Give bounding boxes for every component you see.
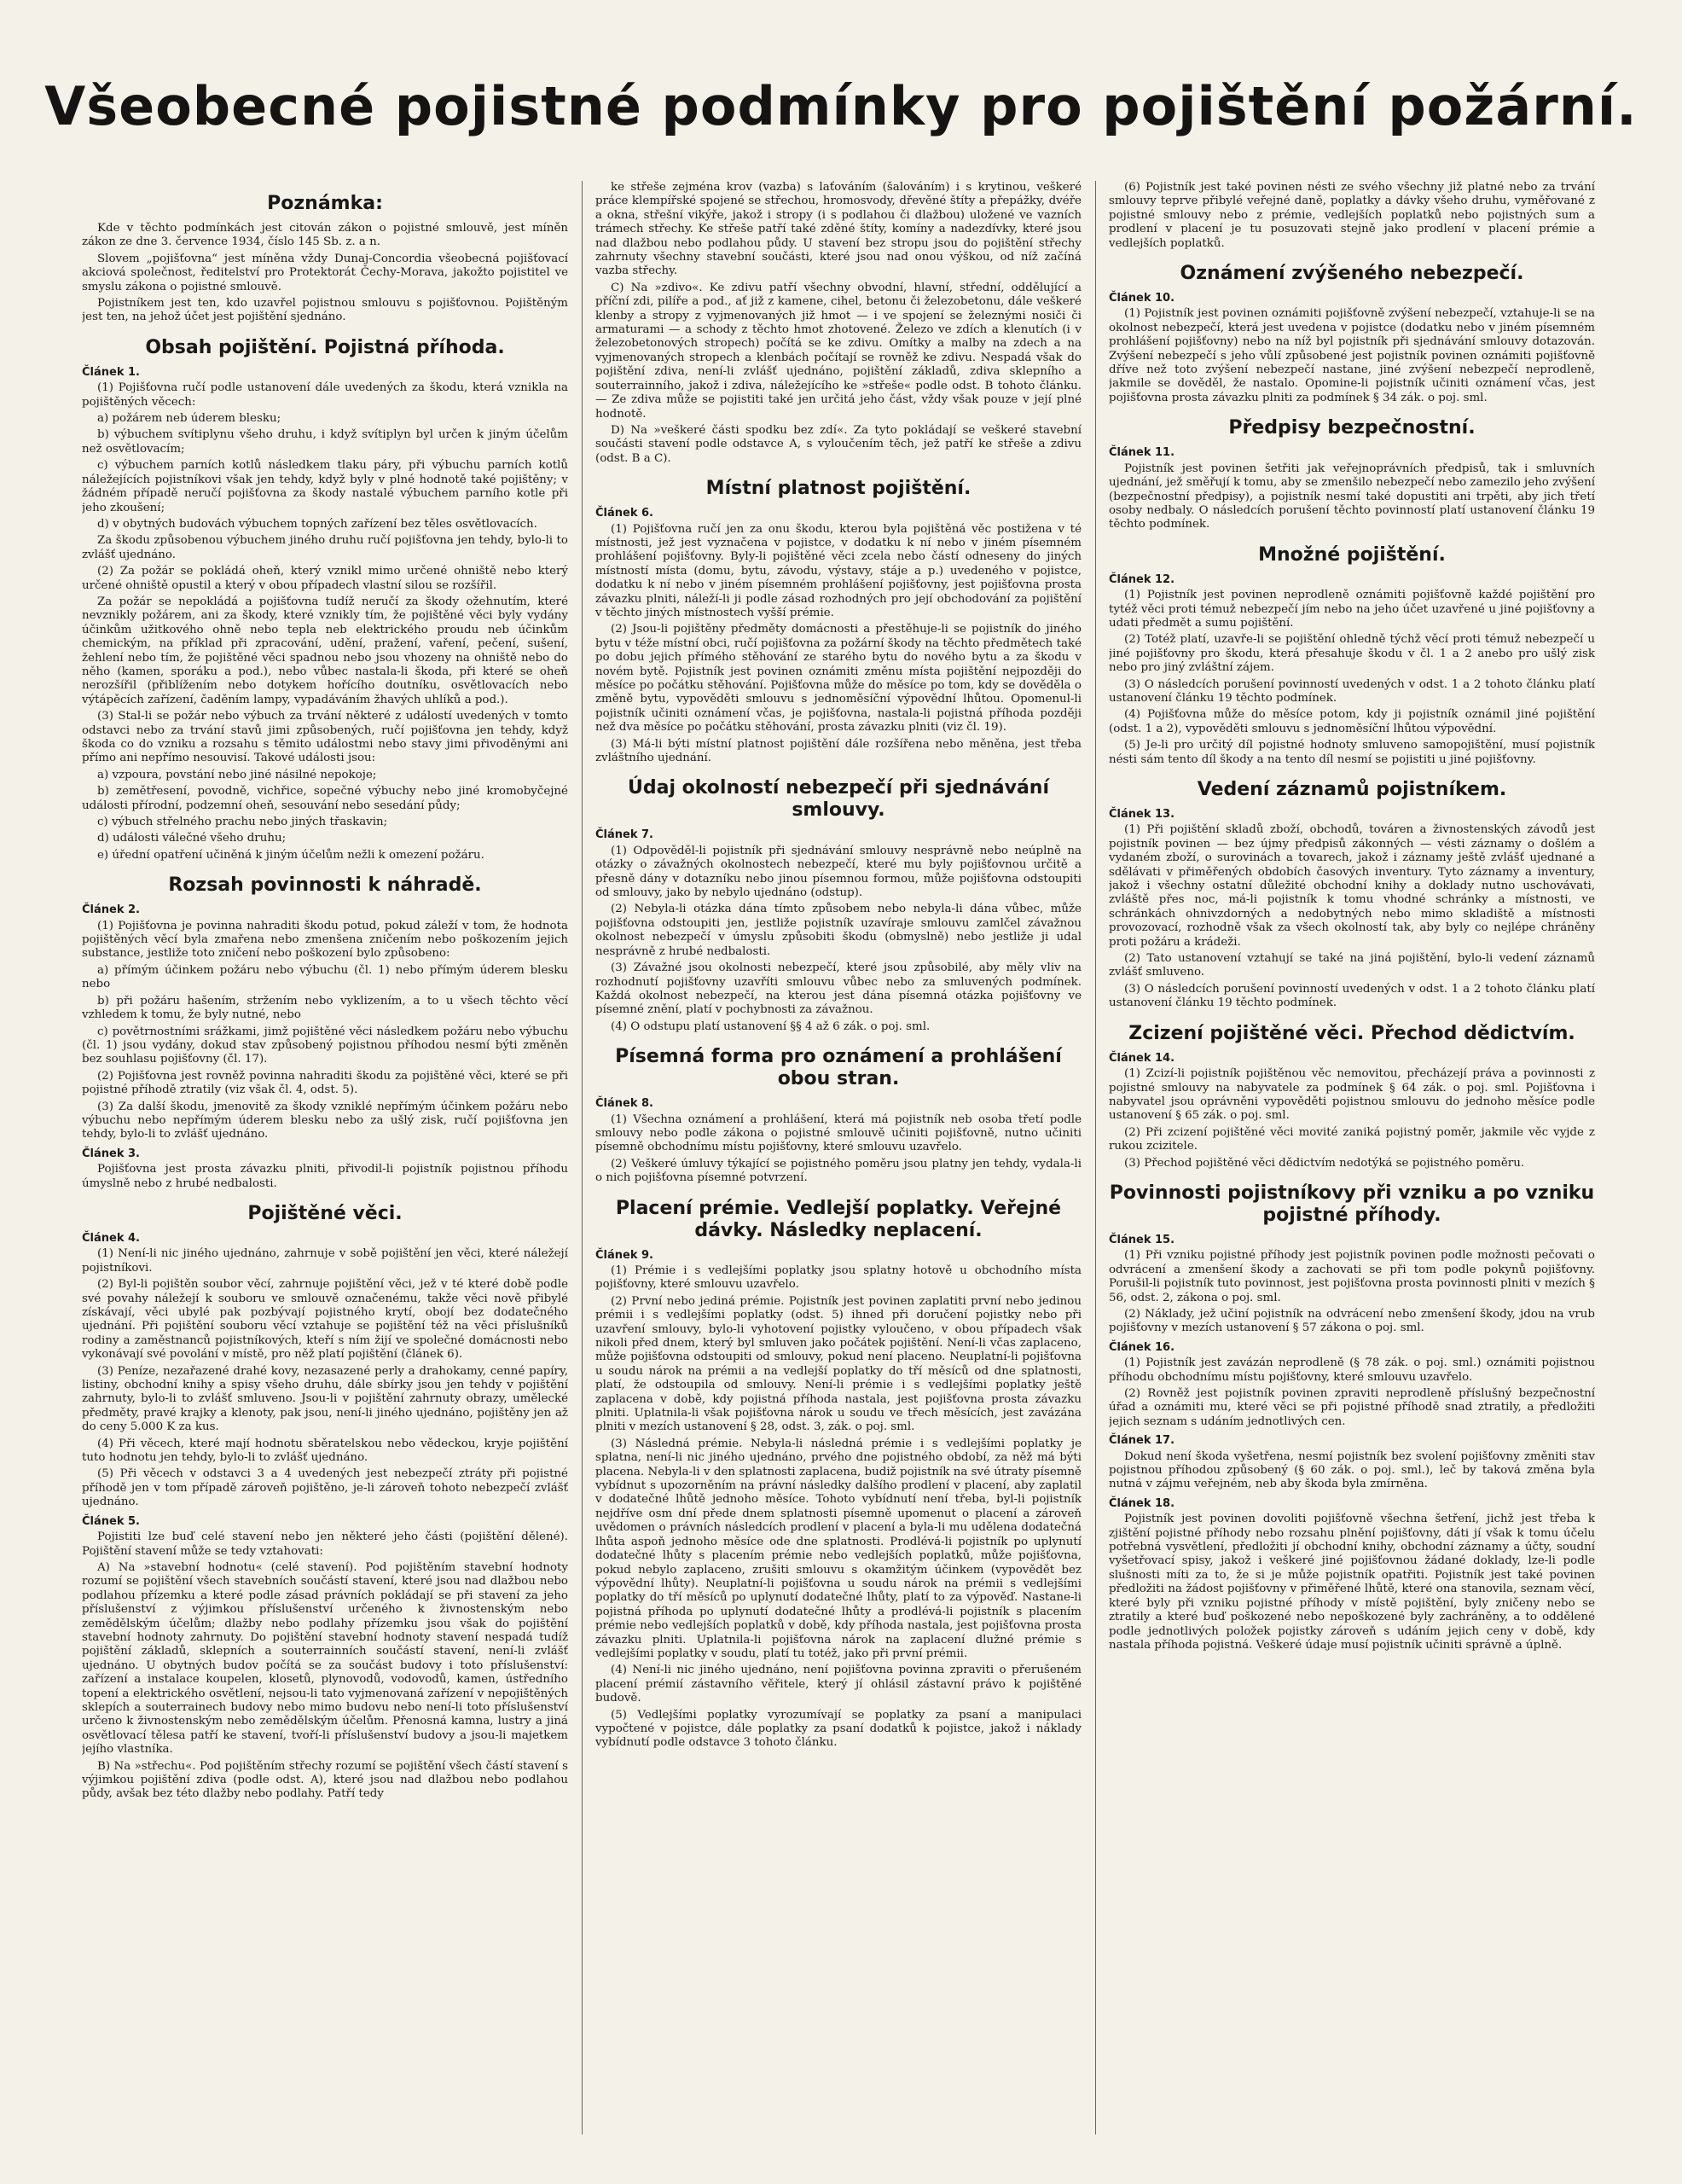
paragraph: (3) O následcích porušení povinností uvedených v odst. 1 a 2 tohoto článku platí ustanovení článku 19 těchto podmínek. xyxy=(1109,677,1595,705)
section-heading: Placení prémie. Vedlejší poplatky. Veřejné dávky. Následky neplacení. xyxy=(615,1197,1062,1241)
paragraph: (5) Vedlejšími poplatky vyrozumívají se poplatky za psaní a manipulaci vypočtené v pojistce, dále poplatky za psaní dodatků k pojistce, jakož i náklady vybídnutí podle odstavce 3 tohoto článku. xyxy=(595,1708,1082,1750)
paragraph: (2) Pojišťovna jest rovněž povinna nahraditi škodu za pojištěné věci, které se při pojistné příhodě ztratily (viz však čl. 4, odst. 5). xyxy=(82,1069,568,1097)
paragraph: (1) Při pojištění skladů zboží, obchodů, továren a živnostenských závodů jest pojistník povinen — bez újmy předpisů zákonných — vésti záznamy o došlém a vydaném zboží, o surovinách a tovarech, jakož i záznamy ještě zvlášť ujednané a sdělávati v přiměřených obdobích časových inventury. Tyto záznamy a inventury, jakož i všechny ostatní důležité obchodní knihy a doklady nutno uschovávati, zvláště přes noc, má-li pojistník k tomu vhodné schránky a místnosti, ve schránkách ohnivzdorných a nedobytných nebo mimo skladiště a místnosti provozovací, rozhodně však za všech okolností tak, aby byly co nejlépe chráněny proti požáru a krádeži. xyxy=(1109,823,1595,949)
section-heading: Množné pojištění. xyxy=(1258,543,1446,566)
section-heading: Rozsah povinnosti k náhradě. xyxy=(168,874,482,897)
section-heading: Předpisy bezpečnostní. xyxy=(1228,417,1476,439)
paragraph: (2) Náklady, jež učiní pojistník na odvrácení nebo zmenšení škody, jdou na vrub pojišťovny v mezích ustanovení § 57 zákona o poj. sml. xyxy=(1109,1307,1595,1335)
paragraph: D) Na »veškeré části spodku bez zdí«. Za tyto pokládají se veškeré stavební součásti stavení podle odstavce A, s vyloučením těch, jež patří ke střeše a zdivu (odst. B a C). xyxy=(595,423,1082,465)
section-heading: Obsah pojištění. Pojistná příhoda. xyxy=(145,336,505,358)
article-label: Článek 6. xyxy=(595,507,653,520)
paragraph: (2) Při zcizení pojištěné věci movité zaniká pojistný poměr, jakmile věc vyjde z rukou zcizitele. xyxy=(1109,1125,1595,1153)
paragraph: Pojistník jest povinen dovoliti pojišťovně všechna šetření, jichž jest třeba k zjištění pojistné příhody nebo rozsahu plnění pojišťovny, dáti jí však k tomu účelu potřebná vysvětlení, předložiti jí obchodní knihy, obchodní záznamy a účty, soudní vyšetřovací spisy, jakož i veškeré jiné pojišťovnou žádané doklady, lze-li podle slušnosti míti za to, že si je může pojistník opatřiti. Pojistník jest také povinen předložiti na žádost pojišťovny v přiměřené lhůtě, které ona stanovila, seznam věcí, které byly při vzniku pojistné příhody v místě pojištění, byly zničeny nebo se ztratily a které buď poškozené nebo nepoškozené byly zachráněny, a to oddělené podle jednotlivých položek pojistky zároveň s udáním jejich ceny v době, kdy nastala příhoda pojistná. Veškeré údaje musí pojistník učiniti správně a úplně. xyxy=(1109,1513,1595,1652)
paragraph: (1) Pojišťovna ručí jen za onu škodu, kterou byla pojištěná věc postižena v té místnosti, jež jest vyznačena v pojistce, v dodatku k ní nebo v jiném písemném prohlášení pojišťovny. Byly-li pojištěné věci zcela nebo částí odneseny do jiných místností místa (domu, bytu, závodu, výstavy, stáje a p.) uvedeného v pojistce, dodatku k ní nebo v jiném písemném prohlášení pojišťovny, jest pojišťovna prosta závazku plniti, náleží-li ji podle zásad rozhodných pro její obchodování za pojištění v těchto jiných místnostech vyšší prémie. xyxy=(595,522,1082,619)
article-label: Článek 3. xyxy=(82,1147,140,1160)
paragraph: B) Na »střechu«. Pod pojištěním střechy rozumí se pojištění všech částí stavení s výjimkou pojištění zdiva (podle odst. A), které jsou nad dlažbou nebo podlahou půdy, avšak bez této dlažby nebo podlahy. Patří tedy xyxy=(82,1759,568,1801)
paragraph: (2) Rovněž jest pojistník povinen zpraviti neprodleně příslušný bezpečnostní úřad a oznámiti mu, které věci se při pojistné příhodě snad ztratily, a předložiti jejich seznam s udáním jednotlivých cen. xyxy=(1109,1387,1595,1428)
paragraph: (3) O následcích porušení povinností uvedených v odst. 1 a 2 tohoto článku platí ustanovení článku 19 těchto podmínek. xyxy=(1109,982,1595,1010)
paragraph: Pojistníkem jest ten, kdo uzavřel pojistnou smlouvu s pojišťovnou. Pojištěným jest ten, na jehož účet jest pojištění sjednáno. xyxy=(82,297,568,324)
paragraph: (2) Tato ustanovení vztahují se také na jiná pojištění, bylo-li vedení záznamů zvlášť smluveno. xyxy=(1109,952,1595,979)
paragraph: (2) Veškeré úmluvy týkající se pojistného poměru jsou platny jen tehdy, vydala-li o nich pojišťovna písemné potvrzení. xyxy=(595,1157,1082,1185)
paragraph: (5) Při věcech v odstavci 3 a 4 uvedených jest nebezpečí ztráty při pojistné příhodě jen v tom případě zároveň pojištěno, je-li zároveň tohoto nebezpečí zvlášť ujednáno. xyxy=(82,1467,568,1509)
article-label: Článek 8. xyxy=(595,1097,653,1111)
paragraph: (1) Pojistník jest povinen neprodleně oznámiti pojišťovně každé pojištění pro tytéž věci proti témuž nebezpečí jím nebo na jeho účet uzavřené u jiné pojišťovny a udati předmět a sumu pojištění. xyxy=(1109,589,1595,630)
paragraph: (2) Nebyla-li otázka dána tímto způsobem nebo nebyla-li dána vůbec, může pojišťovna odstoupiti jen, jestliže pojistník uzavíraje smlouvu zamlčel závažnou okolnost nebezpečí v úmyslu způsobiti škodu (obmyslně) nebo jestliže ji udal nesprávně z hrubé nedbalosti. xyxy=(595,903,1082,958)
paragraph: (2) Byl-li pojištěn soubor věcí, zahrnuje pojištění věci, jež v té které době podle své povahy náležejí k souboru ve smlouvě označenému, takže věci nově přibylé získávají, věci ubylé pak pozbývají pojistného krytí, obojí bez dodatečného ujednání. Při pojištění souboru věcí vztahuje se pojištění též na věci příslušníků rodiny a zaměstnanců pojistníkových, kteří s ním žijí ve společné domácnosti nebo vykonávají své povolání v místě, pro něž platí pojištění (článek 6). xyxy=(82,1278,568,1362)
paragraph: a) požárem neb úderem blesku; xyxy=(97,412,281,426)
paragraph: c) povětrnostními srážkami, jimž pojištěné věci následkem požáru nebo výbuchu (čl. 1) jsou vydány, dokud stav způsobený pojistnou příhodou nesmí býti změněn bez souhlasu pojišťovny (čl. 17). xyxy=(82,1025,568,1066)
article-label: Článek 17. xyxy=(1109,1434,1175,1448)
section-heading: Vedení záznamů pojistníkem. xyxy=(1197,779,1507,800)
article-label: Článek 16. xyxy=(1109,1340,1175,1354)
article-label: Článek 11. xyxy=(1109,446,1175,460)
paragraph: (5) Je-li pro určitý díl pojistné hodnoty smluveno samopojištění, musí pojistník nésti sám tento díl škody a na tento díl nesmí se pojistiti u jiné pojišťovny. xyxy=(1109,739,1595,766)
section-heading: Oznámení zvýšeného nebezpečí. xyxy=(1180,263,1524,285)
paragraph: (2) Za požár se pokládá oheň, který vznikl mimo určené ohniště nebo který určené ohniště opustil a který v obou případech vlastní silou se rozšířil. xyxy=(82,565,568,592)
column-divider xyxy=(582,181,583,2135)
section-heading: Místní platnost pojištění. xyxy=(705,478,972,500)
article-label: Článek 18. xyxy=(1109,1496,1175,1510)
paragraph: a) vzpoura, povstání nebo jiné násilné nepokoje; xyxy=(97,768,377,781)
paragraph: C) Na »zdivo«. Ke zdivu patří všechny obvodní, hlavní, střední, oddělující a příční zdi, pilíře a pod., ať již z kamene, cihel, betonu či železobetonu, dále veškeré klenby a stropy z vyjmenovaných již hmot — i ve spojení se železnými nosiči či armaturami — a schody z těchto hmot zhotovené. Železo ve zdích a klenutích (i v železobetonových stropech) počítá se ke zdivu. Omítky a malby na zdech a na vyjmenovaných stropech a klenbách počítají se rovněž ke zdivu. Nespadá však do pojištění zdiva, není-li zvlášť ujednáno, pojištění základů, zdiva sklepního a souterrainního, jakož i zdiva, náležejícího ke »střeše« podle odst. B tohoto článku. — Ze zdiva může se pojistiti také jen určitá jeho část, vždy však pouze v její plné hodnotě. xyxy=(595,281,1082,421)
paragraph: a) přímým účinkem požáru nebo výbuchu (čl. 1) nebo přímým úderem blesku nebo xyxy=(82,963,568,991)
paragraph: Pojistiti lze buď celé stavení nebo jen některé jeho části (pojištění dělené). Pojištění stavení může se tedy vztahovati: xyxy=(82,1531,568,1558)
paragraph: (3) Peníze, nezařazené drahé kovy, nezasazené perly a drahokamy, cenné papíry, listiny, obchodní knihy a spisy všeho druhu, dále sbírky jsou jen tehdy v pojištění zahrnuty, bylo-li to zvlášť smluveno. Jsou-li v pojištění zahrnuty obrazy, umělecké předměty, pravé krajky a klenoty, pak jsou, není-li jiného ujednáno, pojištěny jen až do ceny 5.000 K za kus. xyxy=(82,1364,568,1434)
article-label: Článek 14. xyxy=(1109,1051,1175,1065)
paragraph: (4) Pojišťovna může do měsíce potom, kdy ji pojistník oznámil jiné pojištění (odst. 1 a 2), vypověděti smlouvu s jednoměsíční lhůtou výpovědní. xyxy=(1109,708,1595,735)
paragraph: Pojistník jest povinen šetřiti jak veřejnoprávních předpisů, tak i smluvních ujednání, jež směřují k tomu, aby se zmenšilo nebezpečí nebo zamezilo jeho zvýšení (bezpečnostní předpisy), a pojistník nesmí také dopustiti ani trpěti, aby jich třetí osoby nedbaly. O následcích porušení těchto povinností platí ustanovení článku 19 těchto podmínek. xyxy=(1109,462,1595,531)
paragraph: (1) Všechna oznámení a prohlášení, která má pojistník neb osoba třetí podle smlouvy nebo podle zákona o pojistné smlouvě učiniti pojišťovně, nutno učiniti písemně obchodnímu místu pojišťovny, které smlouvu uzavřelo. xyxy=(595,1112,1082,1154)
section-heading: Údaj okolností nebezpečí při sjednávání smlouvy. xyxy=(627,777,1050,822)
paragraph: e) úřední opatření učiněná k jiným účelům nežli k omezení požáru. xyxy=(97,848,484,862)
paragraph: Slovem „pojišťovna“ jest míněna vždy Dunaj-Concordia všeobecná pojišťovací akciová společnost, ředitelství pro Protektorát Čechy-Morava, jakožto pojistitel ve smyslu zákona o pojistné smlouvě. xyxy=(82,252,568,293)
paragraph: d) v obytných budovách výbuchem topných zařízení bez těles osvětlovacích. xyxy=(97,517,537,531)
paragraph: (4) Při věcech, které mají hodnotu sběratelskou nebo vědeckou, kryje pojištění tuto hodnotu jen tehdy, bylo-li to zvlášť ujednáno. xyxy=(82,1437,568,1465)
column-divider xyxy=(1095,181,1096,2135)
article-label: Článek 15. xyxy=(1109,1233,1175,1246)
paragraph: Pojišťovna jest prosta závazku plniti, přivodil-li pojistník pojistnou příhodu úmyslně nebo z hrubé nedbalosti. xyxy=(82,1163,568,1190)
paragraph: Za požár se nepokládá a pojišťovna tudíž neručí za škody ožehnutím, které nevznikly požárem, ani za škody, které vznikly tím, že pojištěné věci byly vydány účinkům užitkového ohně nebo tepla neb elektrického proudu neb účinkům chemickým, na příklad při zpracování, udění, pražení, vaření, pečení, sušení, žehlení nebo tím, že pojištěné věci spadnou nebo jsou vhozeny na ohniště nebo do něho (kamen, sporáku a pod.), nebo vůbec nastala-li škoda, při které se oheň nerozšířil (přiblížením nebo dotykem hořícího doutníku, osvětlovacích nebo výtápěcích zařízení, čaděním lampy, vypadáváním žhavých uhlíků a pod.). xyxy=(82,595,568,706)
paragraph: (1) Není-li nic jiného ujednáno, zahrnuje v sobě pojištění jen věci, které náležejí pojistníkovi. xyxy=(82,1247,568,1275)
paragraph: (3) Za další škodu, jmenovitě za škody vzniklé nepřímým účinkem požáru nebo výbuchu nebo nepřímým úderem blesku nebo za ušlý zisk, ručí pojišťovna jen tehdy, bylo-li to zvlášť ujednáno. xyxy=(82,1100,568,1141)
paragraph: (4) Není-li nic jiného ujednáno, není pojišťovna povinna zpraviti o přerušeném placení prémií zástavního věřitele, který jí ohlásil zástavní právo k pojištěné budově. xyxy=(595,1664,1082,1705)
article-label: Článek 12. xyxy=(1109,572,1175,586)
text-column-3 xyxy=(1109,181,1595,2135)
paragraph: b) výbuchem svítiplynu všeho druhu, i když svítiplyn byl určen k jiným účelům než osvětlovacím; xyxy=(82,428,568,456)
document-title: Všeobecné pojistné podmínky pro pojištění požární. xyxy=(44,75,1638,137)
paragraph: c) výbuchem parních kotlů následkem tlaku páry, při výbuchu parních kotlů náležejících pojistníkovi však jen tehdy, když byly v plné hodnotě také pojištěny; v žádném případě neručí pojišťovna za škody nastalé výbuchem parního kotle při jeho zkoušení; xyxy=(82,459,568,514)
paragraph: (4) O odstupu platí ustanovení §§ 4 až 6 zák. o poj. sml. xyxy=(611,1019,931,1033)
article-label: Článek 13. xyxy=(1109,808,1175,821)
paragraph: (6) Pojistník jest také povinen nésti ze svého všechny již platné nebo za trvání smlouvy teprve přibylé veřejné daně, poplatky a dávky všeho druhu, vyměřované z pojistné smlouvy nebo z prémie, vedlejších poplatků nebo pojistných sum a prodlení v placení je tu posuzovati stejně jako prodlení v placení prémie a vedlejších poplatků. xyxy=(1109,181,1595,250)
paragraph: c) výbuch střelného prachu nebo jiných třaskavin; xyxy=(97,816,388,829)
paragraph: (2) Jsou-li pojištěny předměty domácnosti a přestěhuje-li se pojistník do jiného bytu v téže místní obci, ručí pojišťovna za požární škody na těchto předmětech také po dobu jejich přímého stěhování ze starého bytu do nového bytu a za škodu v novém bytě. Pojistník jest povinen oznámiti změnu místa pojištění nejpozději do měsíce po počátku stěhování. Pojišťovna může do měsíce po tom, kdy se dověděla o změně bytu, vypověděti smlouvu s jednoměsíční výpovědní lhůtou. Opomenul-li pojistník učiniti oznámení včas, je pojišťovna, nastala-li pojistná příhoda později než dva měsíce po počátku stěhování, prosta závazku plniti (viz čl. 19). xyxy=(595,623,1082,735)
paragraph: (1) Pojišťovna ručí podle ustanovení dále uvedených za škodu, která vznikla na pojištěných věcech: xyxy=(82,381,568,409)
paragraph: (3) Stal-li se požár nebo výbuch za trvání některé z událostí uvedených v tomto odstavci nebo za trvání stavů jimi způsobených, ručí pojišťovna jen tehdy, když škoda co do vzniku a rozsahu s těmito událostmi nebo stavy jimi přivoděnými ani přímo ani nepřímo nesouvisí. Takové události jsou: xyxy=(82,710,568,765)
paragraph: (2) První nebo jediná prémie. Pojistník jest povinen zaplatiti první nebo jedinou prémii i s vedlejšími poplatky (odst. 5) ihned při doručení pojistky nebo při uzavření smlouvy, bylo-li vyhotovení pojistky vyloučeno, v obou případech však nikoli před dnem, který byl smluven jako počátek pojištění. Není-li včas zaplaceno, může pojišťovna odstoupiti od smlouvy, pokud není placeno. Neuplatní-li pojišťovna u soudu nárok na prémii a na vedlejší poplatky do tří měsíců od dne splatnosti, platí, že odstoupila od smlouvy. Není-li prémie i s vedlejšími poplatky ještě zaplacena v době, kdy pojistná příhoda nastala, jest pojišťovna prosta závazku plniti. Uplatnila-li však pojišťovna nárok u soudu ve třech měsících, jest zavázána plniti v mezích ustanovení § 28, odst. 3, zák. o poj. sml. xyxy=(595,1294,1082,1434)
paragraph: (1) Pojistník jest povinen oznámiti pojišťovně zvýšení nebezpečí, vztahuje-li se na okolnost nebezpečí, která jest uvedena v pojistce (dodatku nebo v jiném písemném prohlášení pojišťovny) nebo na níž byl pojistník při sjednávání smlouvy dotazován. Zvýšení nebezpečí s jeho vůlí způsobené jest pojistník povinen oznámiti pojišťovně dříve než toto zvýšení nebezpečí nastane, jiné zvýšení nebezpečí neprodleně, jakmile se dověděl, že nastalo. Opomine-li pojistník učiniti oznámení včas, jest pojišťovna prosta závazku plniti za podmínek § 34 zák. o poj. sml. xyxy=(1109,307,1595,404)
text-column-2 xyxy=(595,181,1082,2135)
article-label: Článek 1. xyxy=(82,365,140,379)
paragraph: Kde v těchto podmínkách jest citován zákon o pojistné smlouvě, jest míněn zákon ze dne 3. července 1934, číslo 145 Sb. z. a n. xyxy=(82,222,568,249)
section-heading: Pojištěné věci. xyxy=(247,1202,403,1224)
article-label: Článek 10. xyxy=(1109,292,1175,305)
paragraph: Dokud není škoda vyšetřena, nesmí pojistník bez svolení pojišťovny změniti stav pojistnou příhodou způsobený (§ 60 zák. o poj. sml.), leč by taková změna byla nutná v zájmu veřejném, neb aby škoda byla zmírněna. xyxy=(1109,1449,1595,1491)
paragraph: Za škodu způsobenou výbuchem jiného druhu ručí pojišťovna jen tehdy, bylo-li to zvlášť ujednáno. xyxy=(82,534,568,561)
section-heading: Písemná forma pro oznámení a prohlášení obou stran. xyxy=(615,1046,1062,1090)
paragraph: (1) Odpověděl-li pojistník při sjednávání smlouvy nesprávně nebo neúplně na otázky o závažných okolnostech nebezpečí, které mu byly pojišťovnou určitě a přesně dány v dotazníku nebo jinou písemnou formou, může pojišťovna odstoupiti od smlouvy, jako by nebylo ujednáno (odstup). xyxy=(595,844,1082,900)
paragraph: (2) Totéž platí, uzavře-li se pojištění ohledně týchž věcí proti témuž nebezpečí u jiné pojišťovny pro škodu, která přesahuje škodu v čl. 1 a 2 anebo pro ušlý zisk nebo pro jiný zvláštní zájem. xyxy=(1109,633,1595,675)
paragraph: (3) Závažné jsou okolnosti nebezpečí, které jsou způsobilé, aby měly vliv na rozhodnutí pojišťovny uzavříti smlouvu vůbec nebo za smluvených podmínek. Každá okolnost nebezpečí, na kterou jest dána písemná otázka pojišťovny ve písemné znění, platí v pochybnosti za závažnou. xyxy=(595,961,1082,1017)
paragraph: A) Na »stavební hodnotu« (celé stavení). Pod pojištěním stavební hodnoty rozumí se pojištění všech stavebních součástí stavení, které jsou nad dlažbou nebo podlahou přízemku a které podle zásad právních pokládají se při stavení za jeho příslušenství z výjimkou příslušenství určeného k živnostenským nebo zemědělským účelům; dlažby nebo podlahy přízemku jsou však do pojištění stavební hodnoty zahrnuty. Do pojištění stavební hodnoty stavení nespadá tudíž pojištění základů, sklepních a souterrainních součástí stavení, není-li zvlášť ujednáno. U obytných budov počítá se za součást budovy i toto příslušenství: zařízení a instalace koupelen, klosetů, plynovodů, vodovodů, kamen, ústředního topení a elektrického osvětlení, nejsou-li tato vyjmenovaná zařízení v nepojištěných sklepích a souterrainech budovy nebo mimo budovu nebo není-li toto příslušenství určeno k živnostenským nebo zemědělským účelům. Přenosná kamna, lustry a jiná osvětlovací tělesa patří ke stavení, tvoří-li příslušenství budovy a jsou-li majetkem jejího vlastníka. xyxy=(82,1560,568,1757)
paragraph: b) zemětřesení, povodně, vichřice, sopečné výbuchy nebo jiné kromobyčejné události přírodní, podzemní oheň, sesouvání nebo sesedání půdy; xyxy=(82,785,568,812)
paragraph: d) události válečné všeho druhu; xyxy=(97,832,287,845)
article-label: Článek 4. xyxy=(82,1231,140,1245)
paragraph: (1) Pojistník jest zavázán neprodleně (§ 78 zák. o poj. sml.) oznámiti pojistnou příhodu obchodnímu místu pojišťovny, které smlouvu uzavřelo. xyxy=(1109,1356,1595,1384)
article-label: Článek 5. xyxy=(82,1514,140,1528)
article-label: Článek 2. xyxy=(82,903,140,917)
article-label: Článek 9. xyxy=(595,1248,653,1262)
text-column-1 xyxy=(82,181,568,2135)
paragraph: (3) Má-li býti místní platnost pojištění dále rozšířena nebo měněna, jest třeba zvláštního ujednání. xyxy=(595,737,1082,765)
paragraph: (3) Následná prémie. Nebyla-li následná prémie i s vedlejšími poplatky je splatna, není-li nic jiného ujednáno, prvého dne pojistného období, za něž má býti placena. Nebyla-li v den splatnosti zaplacena, budiž pojistník na své útraty písemně vybídnut s upozorněním na právní následky dalšího prodlení v placení, aby zaplatil v dodatečné lhůtě jednoho měsíce. Tohoto vybídnutí není třeba, byl-li pojistník nejdříve osm dní přede dnem splatnosti písemně upomenut o placení a zároveň uvědomen o právních následcích prodlení v placení a byla-li mu udělena dodatečná lhůta aspoň jednoho měsíce ode dne splatnosti. Prodlévá-li pojistník po uplynutí dodatečné lhůty s placením prémie nebo vedlejších poplatků, může pojišťovna, pokud nebylo zaplaceno, zrušiti smlouvu s okamžitým účinkem (vypovědět bez výpovědní lhůty). Neuplatní-li pojišťovna u soudu nárok na prémii s vedlejšími poplatky do tří měsíců po uplynutí dodatečné lhůty, platí to za výpověď. Nastane-li pojistná příhoda po uplynutí dodatečné lhůty a prodlévá-li pojistník s placením prémie nebo vedlejších poplatků v době, kdy příhoda nastala, jest pojišťovna prosta závazku plniti. Uplatnila-li pojišťovna nárok na zaplacení dlužné prémie s vedlejšími poplatky v soudu, platí tu totéž, jako při první prémii. xyxy=(595,1437,1082,1660)
paragraph: ke střeše zejména krov (vazba) s laťováním (šalováním) i s krytinou, veškeré práce klempířské spojené se střechou, hromosvody, dřevěné štíty a přepážky, dvéře a okna, střešní vikýře, jakož i stropy (i s podlahou či dlažbou) uložené ve vazních trámech střechy. Ke střeše patří také zděné štíty, komíny a nadezdívky, které jsou nad dlažbou nebo podlahou půdy. U stavení bez stropu jsou do pojištění střechy zahrnuty všechny stavební součásti, které jsou nad onou výškou, od níž začíná vazba střechy. xyxy=(595,181,1082,278)
section-heading: Povinnosti pojistníkovy při vzniku a po vzniku pojistné příhody. xyxy=(1109,1182,1595,1226)
paragraph: (1) Zcizí-li pojistník pojištěnou věc nemovitou, přecházejí práva a povinnosti z pojistné smlouvy na nabyvatele za podmínek § 64 zák. o poj. sml. Pojišťovna i nabyvatel jsou oprávněni vypověděti pojistnou smlouvu do jednoho měsíce podle ustanovení § 65 zák. o poj. sml. xyxy=(1109,1067,1595,1123)
paragraph: b) při požáru hašením, stržením nebo vyklizením, a to u všech těchto věcí vzhledem k tomu, že byly nutné, nebo xyxy=(82,994,568,1022)
section-heading: Poznámka: xyxy=(267,193,383,214)
paragraph: (3) Přechod pojištěné věci dědictvím nedotýká se pojistného poměru. xyxy=(1124,1156,1525,1170)
article-label: Článek 7. xyxy=(595,828,653,842)
paragraph: (1) Prémie i s vedlejšími poplatky jsou splatny hotově u obchodního místa pojišťovny, které smlouvu uzavřelo. xyxy=(595,1263,1082,1292)
section-heading: Zcizení pojištěné věci. Přechod dědictvím. xyxy=(1128,1022,1575,1044)
paragraph: (1) Při vzniku pojistné příhody jest pojistník povinen podle možnosti pečovati o odvrácení a zmenšení škody a zachovati se při tom podle pokynů pojišťovny. Porušil-li pojistník tuto povinnost, jest pojišťovna prosta povinnosti plniti v mezích § 56, odst. 2, zákona o poj. sml. xyxy=(1109,1249,1595,1304)
paragraph: (1) Pojišťovna je povinna nahraditi škodu potud, pokud záleží v tom, že hodnota pojištěných věcí byla zmařena nebo zmenšena zničením nebo poškozením jejich substance, jestliže toto zničení nebo poškození bylo způsobeno: xyxy=(82,919,568,961)
